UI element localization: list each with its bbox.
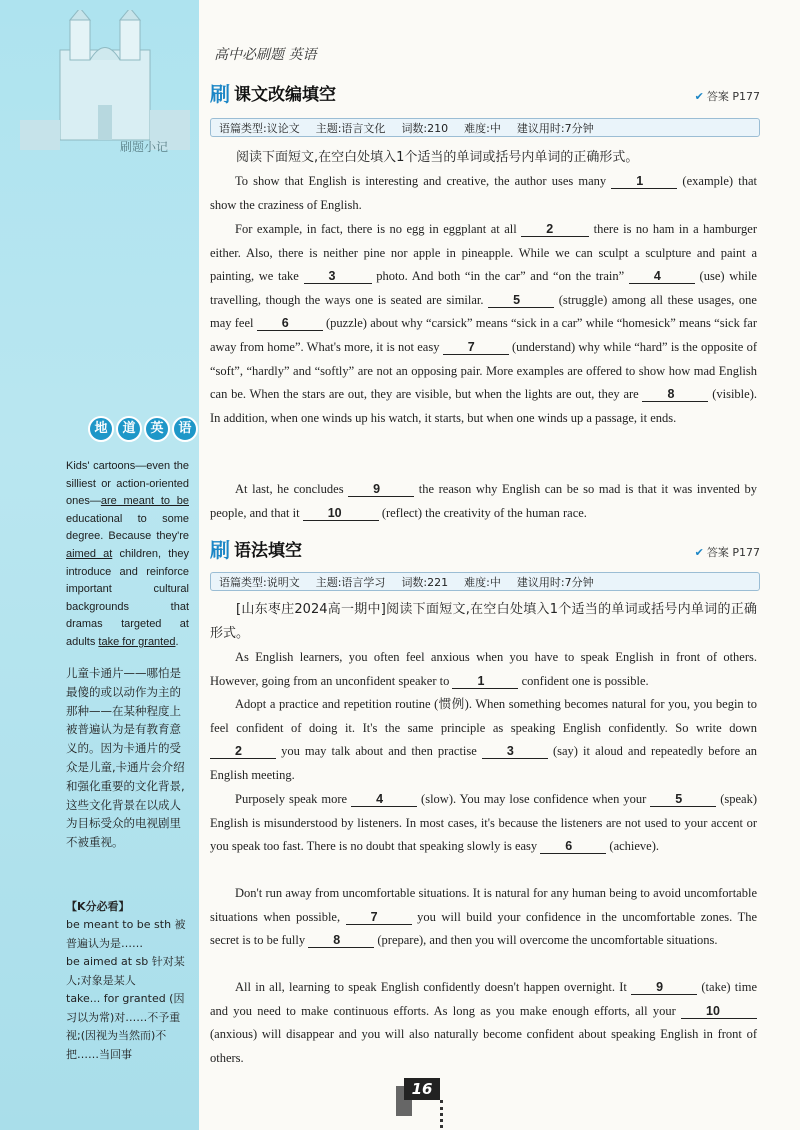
badge-char: 道 <box>116 416 142 442</box>
section2-paragraph: All in all, learning to speak English confidently doesn't happen overnight. It 9 (take) time and you need to make continuous efforts. As long as you make enough efforts, all your 10 (anxious) will disappear and you will also naturally become confident about speaking English in front of others. <box>210 980 757 1065</box>
badge-char: 语 <box>172 416 198 442</box>
suggested-time: 建议用时:7分钟 <box>516 575 594 589</box>
blank-input[interactable]: 5 <box>650 792 716 807</box>
shua-icon: 刷 <box>210 538 230 562</box>
section1-paragraph: For example, in fact, there is no egg in eggplant at all 2 there is no ham in a hamburger either. Also, there is neither pine nor apple in pineapple. While we can sculpt a sculpture and paint a painting, we take 3 photo. And both “in the car” and “on the train” 4 (use) while travelling, though the ways one is seated are similar. 5 (struggle) among all these usages, one may feel 6 (puzzle) about why “carsick” means “sick in a car” while “homesick” means “sick far away from home”. What's more, it is not easy 7 (understand) why while “hard” is the opposite of “soft”, “hardly” and “softly” are not an opposing pair. More examples are offered to show how mad English can be. When the stars are out, they are visible, but when the lights are out, they are 8 (visible). In addition, when one winds up his watch, it starts, but when one winds up a passage, it ends. <box>210 222 758 425</box>
badge-char: 地 <box>88 416 114 442</box>
page-number: 16 <box>404 1078 440 1100</box>
blank-input[interactable]: 8 <box>308 933 374 948</box>
topic: 主题:语言学习 <box>315 575 386 589</box>
check-icon: ✔ <box>694 90 704 103</box>
blank-input[interactable]: 2 <box>210 744 276 759</box>
section2-title: 语法填空 <box>234 541 302 561</box>
page-dots <box>440 1100 446 1128</box>
authentic-english-badge <box>88 416 198 442</box>
section2-paragraph: Adopt a practice and repetition routine (惯例). When something becomes natural for you, you begin to feel confident of doing it. It's the same principle as speaking English confidently. So write down 2 you may talk about and then practise 3 (say) it aloud and repeatedly before an English meeting. <box>210 697 757 782</box>
blank-input[interactable]: 5 <box>488 293 554 308</box>
blank-input[interactable]: 3 <box>304 269 372 284</box>
blank-input[interactable]: 6 <box>257 316 323 331</box>
topic: 主题:语言文化 <box>315 121 386 135</box>
difficulty: 难度:中 <box>464 575 501 589</box>
church-illustration <box>20 10 190 150</box>
book-subtitle: 高中必刷题 英语 <box>214 47 317 63</box>
section1-heading <box>210 78 336 107</box>
kids-cartoons-chinese: 儿童卡通片——哪怕是最傻的或以动作为主的那种——在某种程度上被普遍认为是有教育意义的。因为卡通片的受众是儿童,卡通片会介绍和强化重要的文化背景,这些文化背景在以成人为目标受众的电视剧里不被重视。 <box>66 666 185 850</box>
blank-input[interactable]: 10 <box>681 1004 757 1019</box>
text-type: 语篇类型:议论文 <box>219 121 300 135</box>
k-points-title: 【K分必看】 <box>66 900 130 913</box>
section1-title: 课文改编填空 <box>234 85 336 105</box>
k-point: be aimed at sb 针对某人;对象是某人 <box>66 955 185 987</box>
blank-input[interactable]: 9 <box>631 980 697 995</box>
blank-input[interactable]: 4 <box>629 269 695 284</box>
sidebar <box>0 0 199 1130</box>
section1-instructions: 阅读下面短文,在空白处填入1个适当的单词或括号内单词的正确形式。 <box>236 150 639 165</box>
blank-input[interactable]: 1 <box>611 174 677 189</box>
blank-input[interactable]: 7 <box>443 340 509 355</box>
section2-paragraph: As English learners, you often feel anxious when you have to speak English in front of others. However, going from an unconfident speaker to 1 confident one is possible. <box>210 650 757 688</box>
difficulty: 难度:中 <box>464 121 501 135</box>
blank-input[interactable]: 6 <box>540 839 606 854</box>
blank-input[interactable]: 8 <box>642 387 708 402</box>
blank-input[interactable]: 1 <box>452 674 518 689</box>
badge-char: 英 <box>144 416 170 442</box>
k-point: take... for granted (因习以为常)对……不予重视;(因视为当然而)不把……当回事 <box>66 992 185 1061</box>
section2-instructions: [山东枣庄2024高一期中]阅读下面短文,在空白处填入1个适当的单词或括号内单词的正确形式。 <box>210 602 757 641</box>
shua-icon: 刷 <box>210 82 230 106</box>
section2-answer-link[interactable]: ✔ 答案 P177 <box>694 546 760 559</box>
blank-input[interactable]: 7 <box>346 910 412 925</box>
section2-heading <box>210 534 302 563</box>
word-count: 词数:221 <box>401 575 449 589</box>
section1-paragraph: To show that English is interesting and creative, the author uses many 1 (example) that show the craziness of English. <box>210 174 757 212</box>
section1-paragraph: At last, he concludes 9 the reason why English can be so mad is that it was invented by people, and that it 10 (reflect) the creativity of the human race. <box>210 482 757 520</box>
note-title: 刷题小记 <box>120 140 169 154</box>
blank-input[interactable]: 10 <box>303 506 379 521</box>
blank-input[interactable]: 3 <box>482 744 548 759</box>
blank-input[interactable]: 9 <box>348 482 414 497</box>
section2-paragraph: Purposely speak more 4 (slow). You may lose confidence when your 5 (speak) English is misunderstood by listeners. In most cases, it's because the listeners are not used to your accent or you speak too fast. There is no doubt that speaking slowly is easy 6 (achieve). <box>210 792 757 854</box>
section2-info-bar <box>210 572 760 591</box>
blank-input[interactable]: 4 <box>351 792 417 807</box>
k-points-list <box>66 916 192 1064</box>
section1-info-bar <box>210 118 760 137</box>
k-point: be meant to be sth 被普遍认为是…… <box>66 918 186 950</box>
section1-answer-link[interactable]: ✔ 答案 P177 <box>694 90 760 103</box>
word-count: 词数:210 <box>401 121 449 135</box>
check-icon: ✔ <box>694 546 704 559</box>
blank-input[interactable]: 2 <box>521 222 589 237</box>
text-type: 语篇类型:说明文 <box>219 575 300 589</box>
section2-paragraph: Don't run away from uncomfortable situations. It is natural for any human being to avoid uncomfortable situations when possible, 7 you will build your confidence in the uncomfortable zones. The secret is to be fully 8 (prepare), and then you will overcome the uncomfortable situations. <box>210 886 758 948</box>
suggested-time: 建议用时:7分钟 <box>516 121 594 135</box>
kids-cartoons-english: Kids' cartoons—even the silliest or action-oriented ones—are meant to be educational to some degree. Because they're aimed at children, they introduce and reinforce important cultural backgrounds that dramas targeted at adults take for granted. <box>66 460 189 648</box>
